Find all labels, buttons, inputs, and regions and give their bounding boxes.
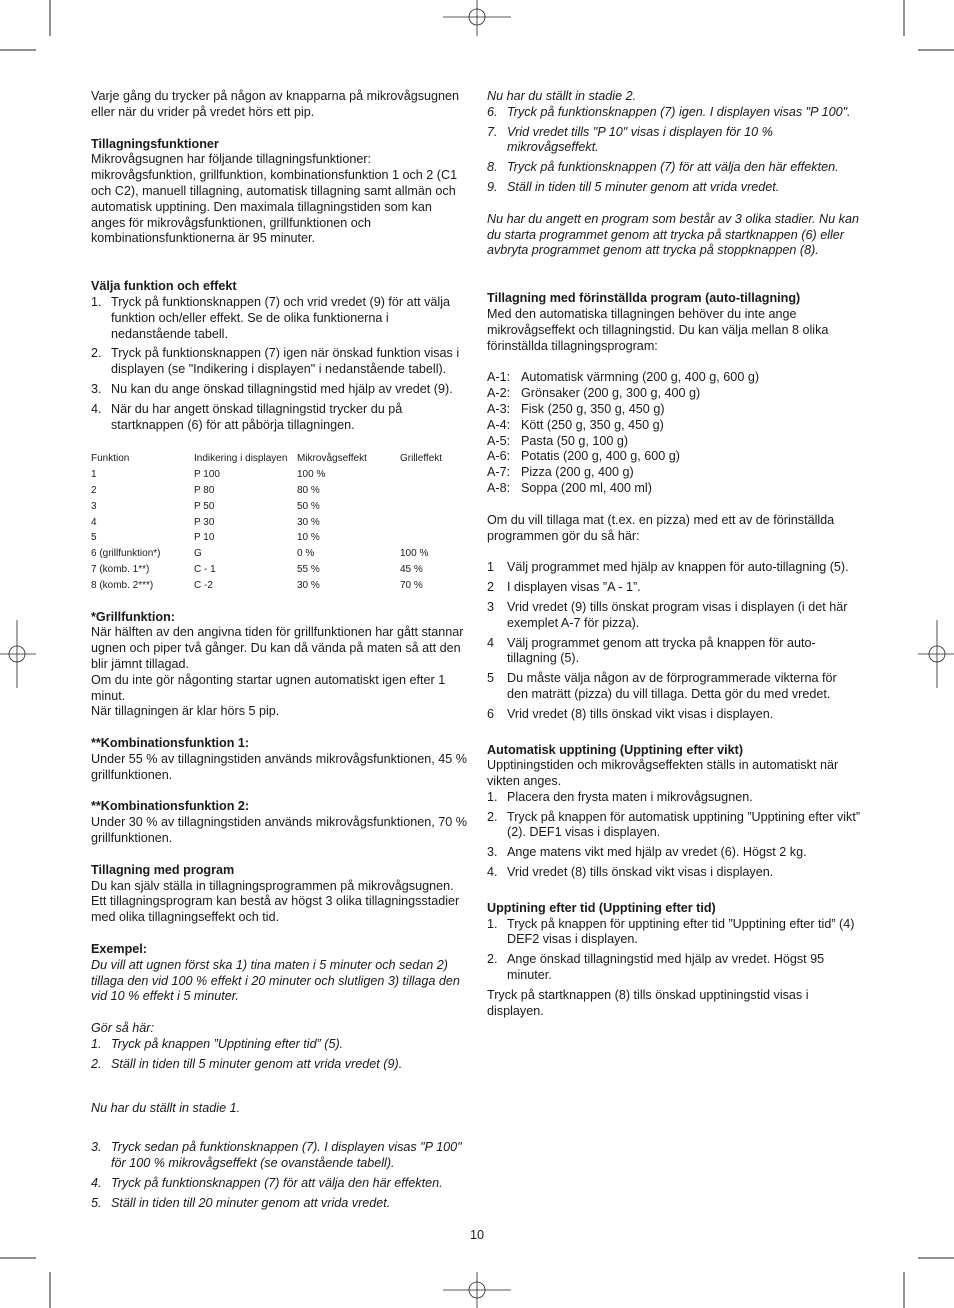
grill-text: Om du inte gör någonting startar ugnen automatiskt igen efter 1 minut. <box>91 672 446 703</box>
table-row: 5 P 10 10 % <box>91 532 320 544</box>
auto-howto-text: Om du vill tillaga mat (t.ex. en pizza) med ett av de förinställda programmen gör du så här: <box>487 512 835 543</box>
combo1-text: Under 55 % av tillagningstiden används mikrovågsfunktionen, 45 % grillfunktionen. <box>91 751 467 782</box>
list-item: A-5: Pasta (50 g, 100 g) <box>487 433 629 448</box>
grill-heading: *Grillfunktion: <box>91 609 175 624</box>
list-item: 6 Vrid vredet (8) tills önskad vikt visas i displayen. <box>487 706 774 721</box>
list-item: 3. Nu kan du ange önskad tillagningstid med hjälp av vredet (9). <box>91 381 453 396</box>
combo1-heading: **Kombinationsfunktion 1: <box>91 736 250 751</box>
registration-mark-right <box>918 620 954 688</box>
example-heading: Exempel: <box>91 942 147 957</box>
list-item: A-1: Automatisk värmning (200 g, 400 g, 600 g) <box>487 370 760 385</box>
list-item: 1. Tryck på knappen för upptining efter tid ”Upptining efter tid” (4) DEF2 visas i displayen. <box>487 916 855 947</box>
table-row: 7 (komb. 1**) C - 1 55 % 45 % <box>91 563 423 575</box>
program-text: Du kan själv ställa in tillagningsprogrammen på mikrovågsugnen. Ett tillagningsprogram kan bestå av högst 3 olika tillagningsstadier med olika tillagningseffekt och tid. <box>91 878 460 925</box>
list-item: A-2: Grönsaker (200 g, 300 g, 400 g) <box>487 386 701 401</box>
list-item: 5 Du måste välja någon av de förprogrammerade vikterna för den maträtt (pizza) du vill tillaga. Detta gör du med vredet. <box>487 671 837 701</box>
registration-mark-left <box>0 620 36 688</box>
select-function-steps <box>91 295 469 433</box>
list-item: 4. Tryck på funktionsknappen (7) för att välja den här effekten. <box>91 1176 443 1191</box>
auto-cooking-text: Med den automatiska tillagningen behöver du inte ange mikrovågseffekt och tillagningstid. Du kan välja mellan 8 olika förinställda tillagningsprogram: <box>487 306 829 353</box>
list-item: 2. Tryck på knappen för automatisk upptining ”Upptining efter vikt” (2). DEF1 visas i displayen. <box>487 809 861 840</box>
list-item: 1. Tryck på funktionsknappen (7) och vrid vredet (9) för att välja funktion och/eller effekt. Se de olika funktionerna i nedanstående tabell. <box>91 294 451 341</box>
table-row: 6 (grillfunktion*) G 0 % 100 % <box>91 548 429 560</box>
list-item: 1. Placera den frysta maten i mikrovågsugnen. <box>487 789 753 804</box>
list-item: 1. Tryck på knappen ”Upptining efter tid” (5). <box>91 1037 344 1052</box>
defrost-weight-text: Upptiningstiden och mikrovågseffekten ställs in automatiskt när vikten anges. <box>487 758 839 789</box>
table-row: 1 P 100 100 % <box>91 469 326 481</box>
combo2-heading: **Kombinationsfunktion 2: <box>91 799 250 814</box>
function-table <box>91 451 469 593</box>
defrost-time-steps <box>487 917 861 984</box>
list-item: 2. Ställ in tiden till 5 minuter genom att vrida vredet (9). <box>91 1056 403 1071</box>
right-column <box>487 89 861 1019</box>
auto-steps <box>487 560 861 722</box>
defrost-time-text: Tryck på startknappen (8) tills önskad upptiningstid visas i displayen. <box>487 987 809 1018</box>
select-function-heading: Välja funktion och effekt <box>91 279 237 294</box>
intro-text: Varje gång du trycker på någon av knapparna på mikrovågsugnen eller när du vrider på vredet hörs ett pip. <box>91 89 460 119</box>
defrost-weight-heading: Automatisk upptining (Upptining efter vikt) <box>487 742 744 757</box>
table-header-row: Funktion Indikering i displayen Mikrovågseffekt Grilleffekt <box>91 453 443 465</box>
cooking-functions-heading: Tillagningsfunktioner <box>91 136 219 151</box>
auto-program-list <box>487 370 861 496</box>
list-item: 5. Ställ in tiden till 20 minuter genom att vrida vredet. <box>91 1195 391 1210</box>
list-item: 4 Välj programmet genom att trycka på knappen för auto-tillagning (5). <box>487 635 816 666</box>
defrost-time-heading: Upptining efter tid (Upptining efter tid) <box>487 900 716 915</box>
do-this-label: Gör så här: <box>91 1021 154 1036</box>
grill-text: När hälften av den angivna tiden för grillfunktionen har gått stannar ugnen och piper två gånger. Du kan då vända på maten så att den blir jämnt tillagad. <box>91 625 464 671</box>
page-number: 10 <box>469 1228 484 1242</box>
cooking-functions-text: Mikrovågsugnen har följande tillagningsfunktioner: mikrovågsfunktion, grillfunktion, kombinationsfunktion 1 och 2 (C1 och C2), manuell tillagning, automatisk tillagning samt allmän och automatisk upptining. Den maximala tillagningstiden som kan anges för mikrovågsfunktionen, grillfunktionen och kombinationsfunktionerna är 95 minuter. <box>91 152 458 246</box>
table-row: 4 P 30 30 % <box>91 516 320 528</box>
list-item: A-3: Fisk (250 g, 350 g, 450 g) <box>487 401 665 416</box>
example-text: Du vill att ugnen först ska 1) tina maten i 5 minuter och sedan 2) tillaga den vid 100 % effekt i 20 minuter och slutligen 3) tillaga den vid 10 % effekt i 5 minuter. <box>91 957 460 1004</box>
list-item: 9. Ställ in tiden till 5 minuter genom att vrida vredet. <box>487 179 780 194</box>
registration-mark-bottom <box>443 1272 511 1308</box>
list-item: 4. Vrid vredet (8) tills önskad vikt visas i displayen. <box>487 865 774 880</box>
registration-mark-top <box>443 0 511 36</box>
list-item: 3. Ange matens vikt med hjälp av vredet (6). Högst 2 kg. <box>487 845 807 860</box>
auto-cooking-heading: Tillagning med förinställda program (auto-tillagning) <box>487 291 801 306</box>
defrost-weight-steps <box>487 790 861 881</box>
example-steps-c <box>487 105 861 196</box>
list-item: 8. Tryck på funktionsknappen (7) för att välja den här effekten. <box>487 160 839 175</box>
list-item: 2. Ange önskad tillagningstid med hjälp av vredet. Högst 95 minuter. <box>487 952 825 983</box>
program-done-text: Nu har du angett en program som består av 3 olika stadier. Nu kan du starta programmet genom att trycka på startknappen (6) eller avbryta programmet genom att trycka på stoppknappen (8). <box>487 211 859 258</box>
program-heading: Tillagning med program <box>91 862 235 877</box>
list-item: 3. Tryck sedan på funktionsknappen (7). I displayen visas "P 100" för 100 % mikrovågseffekt (se ovanstående tabell). <box>91 1140 462 1171</box>
table-row: 3 P 50 50 % <box>91 500 320 512</box>
stage2-text: Nu har du ställt in stadie 2. <box>487 89 637 103</box>
list-item: 3 Vrid vredet (9) tills önskat program visas i displayen (i det här exemplet A-7 för pizza). <box>487 599 848 630</box>
list-item: 1 Välj programmet med hjälp av knappen för auto-tillagning (5). <box>487 560 849 575</box>
table-row: 2 P 80 80 % <box>91 484 320 496</box>
grill-text: När tillagningen är klar hörs 5 pip. <box>91 704 280 719</box>
table-row: 8 (komb. 2***) C -2 30 % 70 % <box>91 579 423 591</box>
list-item: 7. Vrid vredet tills "P 10" visas i displayen för 10 % mikrovågseffekt. <box>487 124 773 155</box>
list-item: A-6: Potatis (200 g, 400 g, 600 g) <box>487 449 680 464</box>
example-steps-a <box>91 1037 469 1073</box>
example-steps-b <box>91 1140 469 1211</box>
list-item: A-7: Pizza (200 g, 400 g) <box>487 465 634 480</box>
list-item: 2 I displayen visas ”A - 1”. <box>487 580 641 595</box>
left-column <box>91 89 469 1216</box>
list-item: A-8: Soppa (200 ml, 400 ml) <box>487 480 652 495</box>
list-item: 2. Tryck på funktionsknappen (7) igen när önskad funktion visas i displayen (se "Indikering i displayen" i nedanstående tabell). <box>91 346 460 377</box>
list-item: A-4: Kött (250 g, 350 g, 450 g) <box>487 417 664 432</box>
combo2-text: Under 30 % av tillagningstiden används mikrovågsfunktionen, 70 % grillfunktionen. <box>91 815 467 846</box>
list-item: 4. När du har angett önskad tillagningstid trycker du på startknappen (6) för att påbörja tillagningen. <box>91 401 403 432</box>
list-item: 6. Tryck på funktionsknappen (7) igen. I displayen visas "P 100". <box>487 104 851 119</box>
stage1-text: Nu har du ställt in stadie 1. <box>91 1100 241 1115</box>
